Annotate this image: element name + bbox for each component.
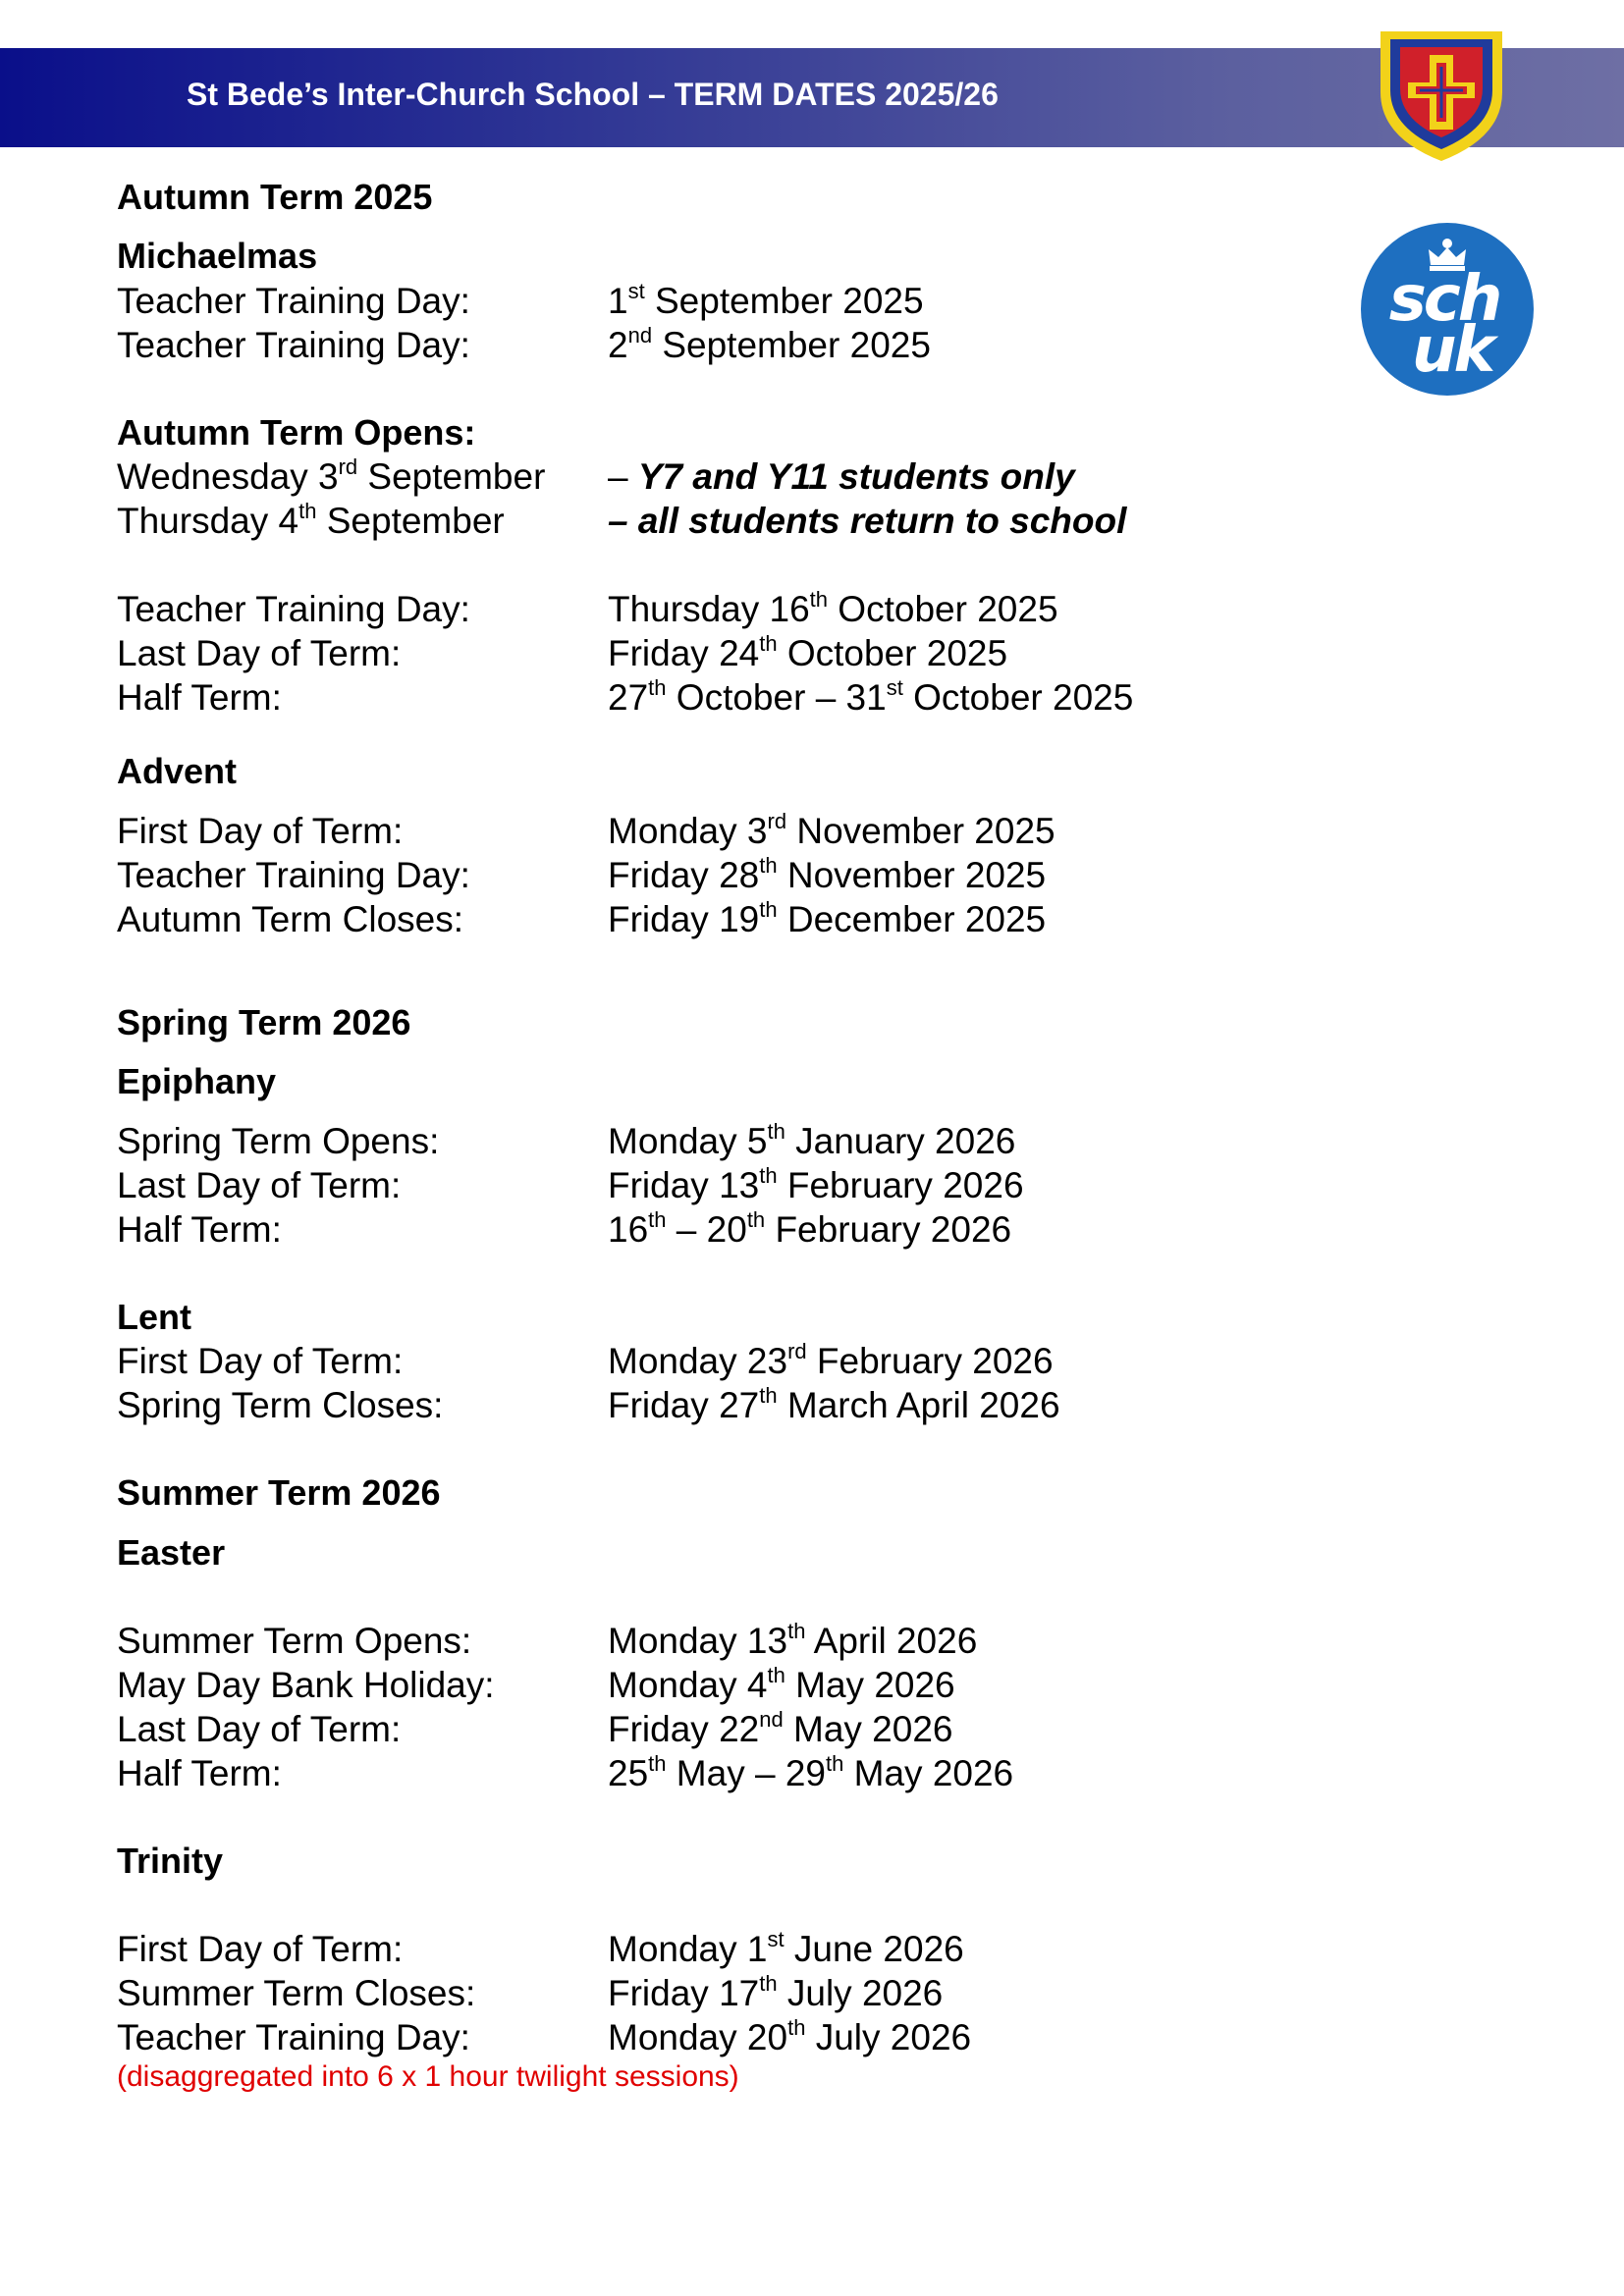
spring-term-heading: Spring Term 2026 — [117, 1002, 411, 1042]
summer-term-heading: Summer Term 2026 — [117, 1472, 441, 1513]
svg-text:uk: uk — [1411, 314, 1493, 387]
autumn-term-heading: Autumn Term 2025 — [117, 177, 433, 217]
epiphany-heading: Epiphany — [117, 1061, 277, 1101]
svg-text:sch: sch — [1388, 263, 1500, 336]
page-title: St Bede’s Inter-Church School – TERM DATES 2025/26 — [187, 77, 999, 112]
trinity-heading: Trinity — [117, 1841, 224, 1881]
schuk-roundel-logo — [1360, 222, 1535, 397]
school-crest-shield-icon — [1375, 27, 1508, 165]
autumn-term-opens-heading: Autumn Term Opens: — [117, 412, 476, 453]
twilight-sessions-note: (disaggregated into 6 x 1 hour twilight sessions) — [117, 2060, 739, 2093]
easter-heading: Easter — [117, 1532, 226, 1573]
michaelmas-heading: Michaelmas — [117, 236, 318, 276]
lent-heading: Lent — [117, 1297, 191, 1337]
advent-heading: Advent — [117, 751, 238, 791]
